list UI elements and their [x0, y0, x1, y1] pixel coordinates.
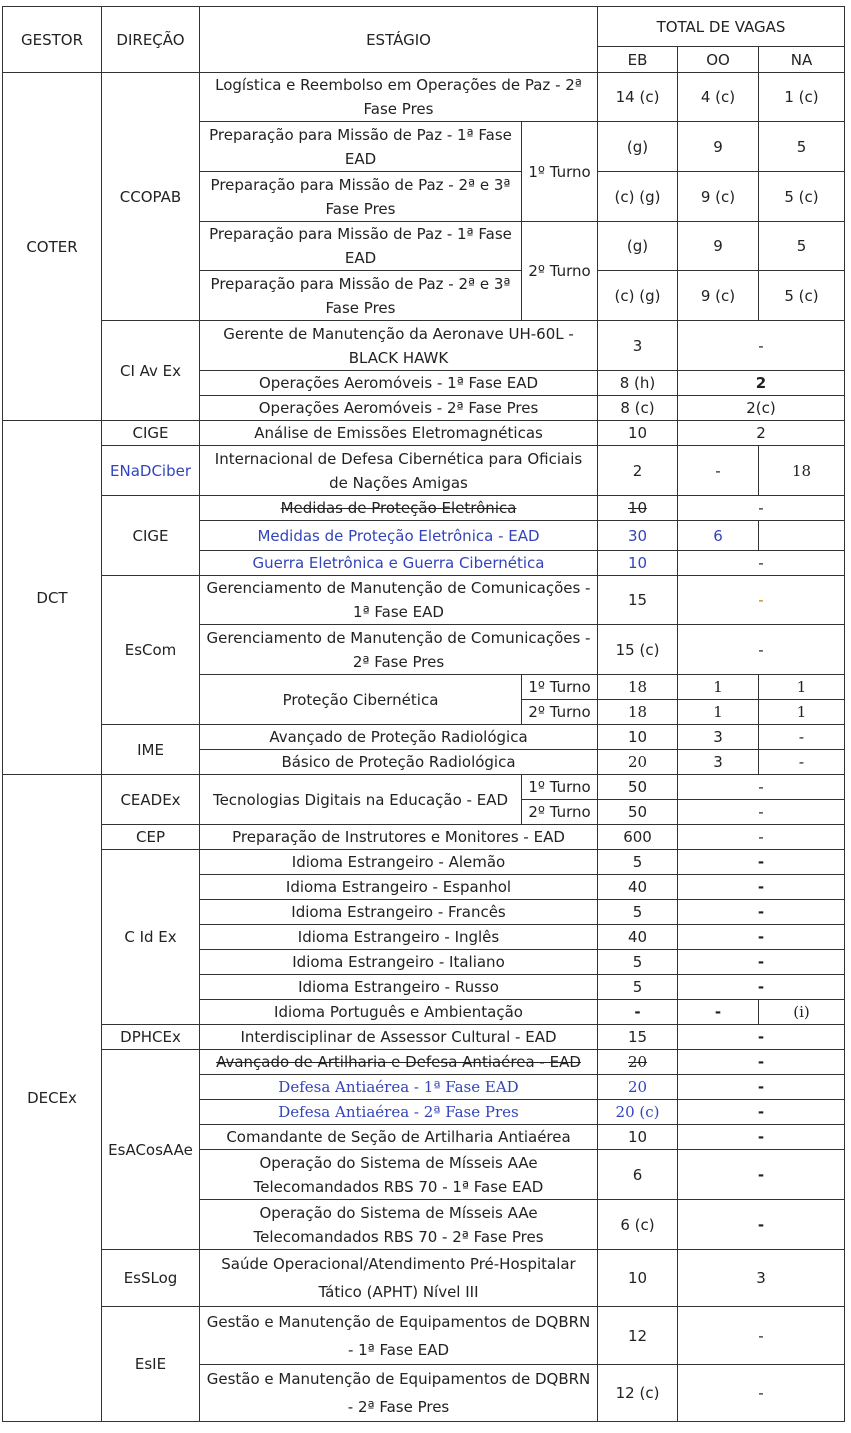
table-row: [3, 496, 845, 521]
header-total-vagas: TOTAL DE VAGAS: [598, 7, 845, 47]
header-row: [3, 7, 845, 47]
eb-cell: 18: [598, 675, 678, 700]
table-row: [3, 1307, 845, 1365]
eb-cell: 5: [598, 950, 678, 975]
eb-cell: (g): [598, 122, 678, 172]
eb-cell: 8 (c): [598, 396, 678, 421]
oo-na-cell: -: [678, 1200, 845, 1250]
estagio-cell: Operação do Sistema de Mísseis AAe Telecomandados RBS 70 - 2ª Fase Pres: [200, 1200, 598, 1250]
oo-cell: 9 (c): [678, 172, 759, 222]
table-row: [3, 775, 845, 800]
estagio-cell: Idioma Estrangeiro - Inglês: [200, 925, 598, 950]
eb-cell: 18: [598, 700, 678, 725]
eb-cell: 40: [598, 875, 678, 900]
eb-cell: 30: [598, 521, 678, 551]
eb-cell: 10: [598, 1125, 678, 1150]
oo-cell: -: [678, 1000, 759, 1025]
eb-cell: (c) (g): [598, 271, 678, 321]
oo-na-cell: -: [678, 496, 845, 521]
eb-cell: -: [598, 1000, 678, 1025]
oo-na-cell: -: [678, 576, 845, 625]
estagio-cell: Defesa Antiaérea - 1ª Fase EAD: [200, 1075, 598, 1100]
estagio-cell: Preparação para Missão de Paz - 2ª e 3ª Fase Pres: [200, 172, 522, 222]
estagio-cell: Operação do Sistema de Mísseis AAe Telecomandados RBS 70 - 1ª Fase EAD: [200, 1150, 598, 1200]
oo-na-cell: -: [678, 625, 845, 675]
oo-na-cell: -: [678, 800, 845, 825]
oo-na-cell: -: [678, 1307, 845, 1365]
eb-cell: 5: [598, 850, 678, 875]
table-row: [3, 421, 845, 446]
header-direcao: DIREÇÃO: [102, 7, 200, 73]
oo-na-cell: -: [678, 950, 845, 975]
eb-cell: 50: [598, 800, 678, 825]
na-cell: 1: [759, 675, 845, 700]
estagio-cell: Análise de Emissões Eletromagnéticas: [200, 421, 598, 446]
estagio-cell: Interdisciplinar de Assessor Cultural - EAD: [200, 1025, 598, 1050]
vacancies-table: [2, 6, 845, 1422]
turno-cell: 1º Turno: [522, 122, 598, 222]
oo-na-cell: -: [678, 1075, 845, 1100]
eb-cell: 600: [598, 825, 678, 850]
estagio-cell: Operações Aeromóveis - 2ª Fase Pres: [200, 396, 598, 421]
eb-cell: 6 (c): [598, 1200, 678, 1250]
eb-cell: (g): [598, 222, 678, 271]
direcao-cell: EsACosAAe: [102, 1050, 200, 1250]
estagio-cell: Guerra Eletrônica e Guerra Cibernética: [200, 551, 598, 576]
oo-cell: 9 (c): [678, 271, 759, 321]
na-cell: 5: [759, 222, 845, 271]
oo-na-cell: -: [678, 321, 845, 371]
oo-na-cell: 3: [678, 1250, 845, 1307]
direcao-cell: CEADEx: [102, 775, 200, 825]
oo-cell: 3: [678, 750, 759, 775]
na-cell: -: [759, 750, 845, 775]
oo-na-cell: -: [678, 975, 845, 1000]
eb-cell: 20: [598, 1050, 678, 1075]
oo-na-cell: -: [678, 1365, 845, 1422]
table-row: [3, 850, 845, 875]
oo-na-cell: 2: [678, 421, 845, 446]
eb-cell: 10: [598, 1250, 678, 1307]
direcao-cell: CIGE: [102, 496, 200, 576]
oo-na-cell: -: [678, 551, 845, 576]
turno-cell: 2º Turno: [522, 700, 598, 725]
na-cell: 1 (c): [759, 73, 845, 122]
oo-cell: 9: [678, 222, 759, 271]
oo-na-cell: -: [678, 775, 845, 800]
direcao-cell: DPHCEx: [102, 1025, 200, 1050]
estagio-cell: Gerenciamento de Manutenção de Comunicações - 2ª Fase Pres: [200, 625, 598, 675]
gestor-cell: COTER: [3, 73, 102, 421]
eb-cell: 5: [598, 975, 678, 1000]
estagio-cell: Idioma Português e Ambientação: [200, 1000, 598, 1025]
na-cell: (i): [759, 1000, 845, 1025]
oo-cell: 4 (c): [678, 73, 759, 122]
oo-cell: -: [678, 446, 759, 496]
estagio-cell: Idioma Estrangeiro - Francês: [200, 900, 598, 925]
estagio-cell: Avançado de Artilharia e Defesa Antiaérea - EAD: [200, 1050, 598, 1075]
eb-cell: 10: [598, 551, 678, 576]
table-row: [3, 73, 845, 122]
eb-cell: 10: [598, 496, 678, 521]
eb-cell: 12: [598, 1307, 678, 1365]
na-cell: [759, 521, 845, 551]
oo-cell: 6: [678, 521, 759, 551]
estagio-cell: Medidas de Proteção Eletrônica - EAD: [200, 521, 598, 551]
estagio-cell: Básico de Proteção Radiológica: [200, 750, 598, 775]
header-na: NA: [759, 47, 845, 73]
estagio-cell: Preparação de Instrutores e Monitores - EAD: [200, 825, 598, 850]
oo-na-cell: -: [678, 925, 845, 950]
estagio-cell: Avançado de Proteção Radiológica: [200, 725, 598, 750]
na-cell: 1: [759, 700, 845, 725]
table-row: [3, 576, 845, 625]
estagio-cell: Defesa Antiaérea - 2ª Fase Pres: [200, 1100, 598, 1125]
direcao-cell: EsCom: [102, 576, 200, 725]
table-row: [3, 321, 845, 371]
table-row: [3, 825, 845, 850]
turno-cell: 1º Turno: [522, 675, 598, 700]
eb-cell: 6: [598, 1150, 678, 1200]
table-row: [3, 446, 845, 496]
oo-na-cell: -: [678, 1100, 845, 1125]
direcao-cell: ENaDCiber: [102, 446, 200, 496]
direcao-cell: CEP: [102, 825, 200, 850]
estagio-cell: Tecnologias Digitais na Educação - EAD: [200, 775, 522, 825]
estagio-cell: Internacional de Defesa Cibernética para Oficiais de Nações Amigas: [200, 446, 598, 496]
estagio-cell: Gestão e Manutenção de Equipamentos de DQBRN - 2ª Fase Pres: [200, 1365, 598, 1422]
oo-na-cell: -: [678, 875, 845, 900]
direcao-cell: C Id Ex: [102, 850, 200, 1025]
gestor-cell: DCT: [3, 421, 102, 775]
eb-cell: 10: [598, 725, 678, 750]
estagio-cell: Proteção Cibernética: [200, 675, 522, 725]
direcao-cell: CCOPAB: [102, 73, 200, 321]
header-oo: OO: [678, 47, 759, 73]
oo-na-cell: -: [678, 1050, 845, 1075]
direcao-cell: IME: [102, 725, 200, 775]
na-cell: 5 (c): [759, 271, 845, 321]
estagio-cell: Gerenciamento de Manutenção de Comunicações - 1ª Fase EAD: [200, 576, 598, 625]
table-row: [3, 1250, 845, 1307]
oo-na-cell: -: [678, 1125, 845, 1150]
estagio-cell: Saúde Operacional/Atendimento Pré-Hospitalar Tático (APHT) Nível III: [200, 1250, 598, 1307]
table-row: [3, 1050, 845, 1075]
oo-na-cell: -: [678, 1025, 845, 1050]
oo-na-cell: -: [678, 850, 845, 875]
oo-na-cell: 2(c): [678, 396, 845, 421]
oo-cell: 3: [678, 725, 759, 750]
eb-cell: 50: [598, 775, 678, 800]
estagio-cell: Medidas de Proteção Eletrônica: [200, 496, 598, 521]
na-cell: 5 (c): [759, 172, 845, 222]
turno-cell: 2º Turno: [522, 800, 598, 825]
header-gestor: GESTOR: [3, 7, 102, 73]
estagio-cell: Preparação para Missão de Paz - 2ª e 3ª Fase Pres: [200, 271, 522, 321]
direcao-cell: CIGE: [102, 421, 200, 446]
eb-cell: 20: [598, 750, 678, 775]
header-eb: EB: [598, 47, 678, 73]
estagio-cell: Gestão e Manutenção de Equipamentos de DQBRN - 1ª Fase EAD: [200, 1307, 598, 1365]
eb-cell: 20: [598, 1075, 678, 1100]
na-cell: 18: [759, 446, 845, 496]
estagio-cell: Comandante de Seção de Artilharia Antiaérea: [200, 1125, 598, 1150]
header-estagio: ESTÁGIO: [200, 7, 598, 73]
eb-cell: (c) (g): [598, 172, 678, 222]
eb-cell: 15: [598, 576, 678, 625]
estagio-cell: Gerente de Manutenção da Aeronave UH-60L - BLACK HAWK: [200, 321, 598, 371]
estagio-cell: Operações Aeromóveis - 1ª Fase EAD: [200, 371, 598, 396]
oo-na-cell: 2: [678, 371, 845, 396]
eb-cell: 5: [598, 900, 678, 925]
turno-cell: 1º Turno: [522, 775, 598, 800]
oo-cell: 1: [678, 675, 759, 700]
table-row: [3, 725, 845, 750]
estagio-cell: Idioma Estrangeiro - Espanhol: [200, 875, 598, 900]
na-cell: 5: [759, 122, 845, 172]
eb-cell: 10: [598, 421, 678, 446]
gestor-cell: DECEx: [3, 775, 102, 1422]
turno-cell: 2º Turno: [522, 222, 598, 321]
na-cell: -: [759, 725, 845, 750]
eb-cell: 15: [598, 1025, 678, 1050]
estagio-cell: Preparação para Missão de Paz - 1ª Fase EAD: [200, 122, 522, 172]
eb-cell: 40: [598, 925, 678, 950]
estagio-cell: Idioma Estrangeiro - Italiano: [200, 950, 598, 975]
eb-cell: 8 (h): [598, 371, 678, 396]
estagio-cell: Idioma Estrangeiro - Russo: [200, 975, 598, 1000]
estagio-cell: Logística e Reembolso em Operações de Paz - 2ª Fase Pres: [200, 73, 598, 122]
direcao-cell: CI Av Ex: [102, 321, 200, 421]
direcao-cell: EsSLog: [102, 1250, 200, 1307]
oo-na-cell: -: [678, 900, 845, 925]
eb-cell: 15 (c): [598, 625, 678, 675]
direcao-cell: EsIE: [102, 1307, 200, 1422]
table-row: [3, 1025, 845, 1050]
estagio-cell: Preparação para Missão de Paz - 1ª Fase EAD: [200, 222, 522, 271]
eb-cell: 14 (c): [598, 73, 678, 122]
eb-cell: 20 (c): [598, 1100, 678, 1125]
oo-cell: 1: [678, 700, 759, 725]
eb-cell: 3: [598, 321, 678, 371]
oo-cell: 9: [678, 122, 759, 172]
eb-cell: 2: [598, 446, 678, 496]
estagio-cell: Idioma Estrangeiro - Alemão: [200, 850, 598, 875]
oo-na-cell: -: [678, 1150, 845, 1200]
oo-na-cell: -: [678, 825, 845, 850]
eb-cell: 12 (c): [598, 1365, 678, 1422]
